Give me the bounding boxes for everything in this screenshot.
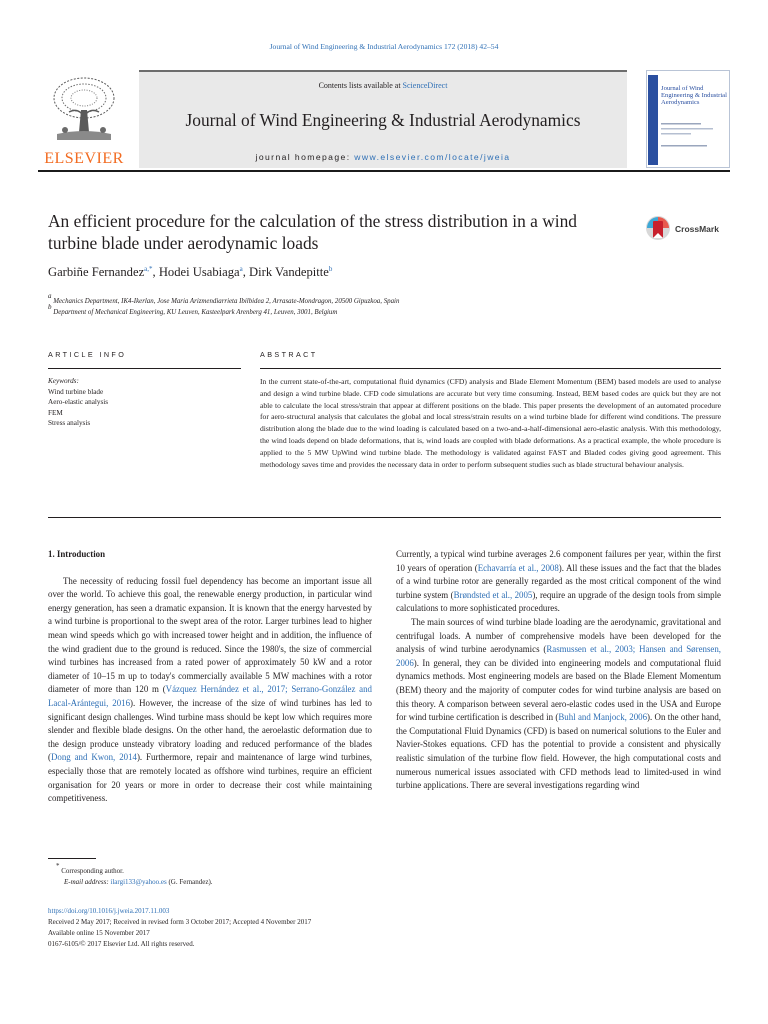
journal-homepage-line [139,152,627,162]
citation-link[interactable]: Brøndsted et al., 2005 [453,589,533,600]
email-owner: (G. Fernandez). [168,878,213,886]
abstract-heading: ABSTRACT [260,350,318,359]
email-label: E-mail address: [64,878,109,886]
affiliation-line [48,292,728,307]
crossmark-icon [645,214,671,244]
journal-masthead [38,70,730,168]
keywords-label: Keywords: [48,377,79,385]
citation-link[interactable]: Vázquez Hernández et al., 2017; Serrano-González and Lacal-Arántegui, 2016 [48,684,372,708]
paragraph-text: The main sources of wind turbine blade loading are the aerodynamic, gravitational and centrifugal loads. A number of comprehensive models have been developed for the analysis of wind turbine aerodynamics ( [396,616,721,655]
paragraph-text: ). In general, they can be divided into engineering models and computational fluid dynamics methods. Most engineering models are based on the Blade Element Momentum (BEM) theory and the majority of computer codes for wind turbine analysis are based on this theory. A comparison between several aero-elastic codes used in the USA and Europe for wind turbine certification is described in ( [396,657,721,723]
journal-cover-thumbnail[interactable] [646,70,730,168]
cover-color-band [648,75,658,165]
keyword-item: Stress analysis [48,419,91,427]
paragraph-text: The necessity of reducing fossil fuel dependency has become an important issue all over the world. To achieve this goal, the renewable energy production, in particular wind energy generation, has seen a dramatic expansion. It is known that the energy harvested by a wind turbine is proportional to the swept area of the rotor. Larger turbines lead to higher mean wind speeds which go with increased tower height and in addition, the influence of the wind gradient due to the ground is reduced. Since the 1980's, the size of commercial wind turbines has increased from a rated power of approximately 50 kW and a rotor diameter of 10–15 m up to today's commercially available 5 MW machines with a rotor diameter of more than 120 m ( [48,575,372,695]
contents-line [139,81,627,90]
footnote-mark: * [56,862,60,870]
citation-link[interactable]: Echavarría et al., 2008 [477,562,559,573]
doi-link[interactable]: https://doi.org/10.1016/j.jweia.2017.11.003 [48,907,170,915]
author-separator: , [152,265,159,279]
cover-title: Journal of Wind Engineering & Industrial Aerodynamics [661,85,727,107]
keyword-item: Aero-elastic analysis [48,398,109,406]
article-info-heading: ARTICLE INFO [48,350,127,359]
keyword-item: FEM [48,408,63,417]
journal-title: Journal of Wind Engineering & Industrial Aerodynamics [185,110,581,130]
sciencedirect-link[interactable]: ScienceDirect [402,81,448,90]
paragraph-text: ). All these issues and the fact that the blades of a wind turbine rotor are generally regarded as the most critical component of the wind turbine system ( [396,562,721,600]
abstract-text: In the current state-of-the-art, computational fluid dynamics (CFD) analysis and Blade Element Momentum (BEM) based models are used to analyse and design a wind turbine blade. CFD code simulations are accurate but very time consuming. Instead, BEM based codes are quick but they are not able to calculate the local stress/strain that appear at different positions on the blade. This paper presents the development of an automated procedure for aero-structural analysis that calculates the global and local stress/strain results on a wind turbine blade for different wind conditions. The pressure distribution along the blade due to the wind loading is calculated based on a two-and-a-half-dimensional aero-elastic analysis. With this methodology, the wind loads depend on blade deformations, that is, wind loads are coupled with blade deformations. As a practical example, the whole procedure is applied to the 5 MW UpWind wind turbine blade. The methodology is validated against FAST and Bladed codes giving good agreement. This methodology saves time and provides the necessary data in order to perform subsequent studies such as blade structural behaviour analysis. [260,377,721,469]
elsevier-wordmark: ELSEVIER [44,150,124,167]
affiliation-mark: a [48,292,52,300]
author-affiliation-mark[interactable]: a,* [144,265,153,273]
body-paragraph [48,575,372,806]
article-info-rule [48,368,241,369]
body-column-right [396,548,721,793]
affiliations [48,292,728,318]
contents-prefix: Contents lists available at [318,81,403,90]
author-email-link[interactable]: ilargi133@yahoo.es [110,878,167,886]
body-paragraph [396,548,721,616]
body-paragraph [396,616,721,793]
journal-homepage-link[interactable]: www.elsevier.com/locate/jweia [354,152,511,162]
crossmark-label: CrossMark [675,224,719,234]
crossmark-badge[interactable] [645,214,725,246]
author-name[interactable]: Dirk Vandepitte [249,265,329,279]
author-list [48,265,728,280]
journal-header-box [139,70,627,168]
paragraph-text: Currently, a typical wind turbine averages 2.6 component failures per year, within the first 10 years of operation ( [396,549,721,573]
affiliation-text: Mechanics Department, IK4-Ikerlan, Jose Maria Arizmendiarrieta Ibilbidea 2, Arrasate-Mondragon, 20500 Gipuzkoa, Spain [53,298,400,305]
author-affiliation-mark[interactable]: b [328,265,333,273]
keywords-block [48,376,238,429]
journal-reference-link[interactable]: Journal of Wind Engineering & Industrial Aerodynamics 172 (2018) 42–54 [269,42,499,51]
corresponding-author-line [48,862,448,877]
author-name[interactable]: Garbiñe Fernandez [48,265,145,279]
author-separator: , [242,265,250,279]
citation-link[interactable]: Dong and Kwon, 2014 [50,752,137,763]
elsevier-tree-icon [47,74,121,144]
header-divider [38,170,730,172]
received-dates: Received 2 May 2017; Received in revised form 3 October 2017; Accepted 4 November 2017 [48,918,312,926]
author-affiliation-mark[interactable]: a [239,265,243,273]
keyword-item: Wind turbine blade [48,387,104,396]
author-name[interactable]: Hodei Usabiaga [158,265,240,279]
citation-link[interactable]: Rasmussen et al., 2003; Hansen and Sørensen, 2006 [396,644,721,668]
affiliation-line [48,303,728,318]
homepage-prefix: journal homepage: [255,152,355,162]
body-column-left [48,548,372,806]
abstract-bottom-rule [48,517,721,518]
footnote [48,862,448,888]
email-line [48,877,448,888]
paragraph-text: ). Furthermore, repair and maintenance of large wind turbines, especially those that are remotely located as offshore wind turbines, require an efficient organisation for 20 years or more in order to decrease their cost while maintaining competitiveness. [48,752,372,804]
section-heading: 1. Introduction [48,549,106,559]
affiliation-mark: b [48,303,52,311]
copyright-line: 0167-6105/© 2017 Elsevier Ltd. All rights reserved. [48,940,195,948]
corresponding-author-label: Corresponding author. [61,867,124,875]
elsevier-logo[interactable] [38,70,130,168]
paragraph-text: ). On the other hand, the Computational Fluid Dynamics (CFD) is based on numerical solutions to the Euler and Navier-Stokes equations. CFD has the potential to provide a consistent and physically realistic simulation of the turbine flow field. However, the high computational costs and numerous numerical issues associated with CFD methods lead to limited-used in wind turbine applications. There are several investigations regarding wind [396,712,721,791]
abstract-rule [260,368,721,369]
article-title: An efficient procedure for the calculation of the stress distribution in a wind turbine blade under aerodynamic loads [48,211,577,253]
cover-text-lines [661,121,721,151]
footnote-rule [48,858,96,859]
affiliation-text: Department of Mechanical Engineering, KU Leuven, Kasteelpark Arenberg 41, Leuven, 3001, Belgium [53,309,338,316]
paragraph-text: ). However, the increase of the size of wind turbines has led to significant design challenges. Wind turbine mass should be kept low which requires more slender and flexible blade designs. On the other hand, the aeroelastic deformation due to the design produce unsteady vibratory loading and reduced performance of the blades ( [48,697,372,763]
publication-info [48,906,548,950]
paragraph-text: ), require an upgrade of the design tools from simple calculations to more sophisticated procedures. [396,589,721,614]
citation-link[interactable]: Buhl and Manjock, 2006 [558,712,648,723]
available-online-date: Available online 15 November 2017 [48,929,150,937]
